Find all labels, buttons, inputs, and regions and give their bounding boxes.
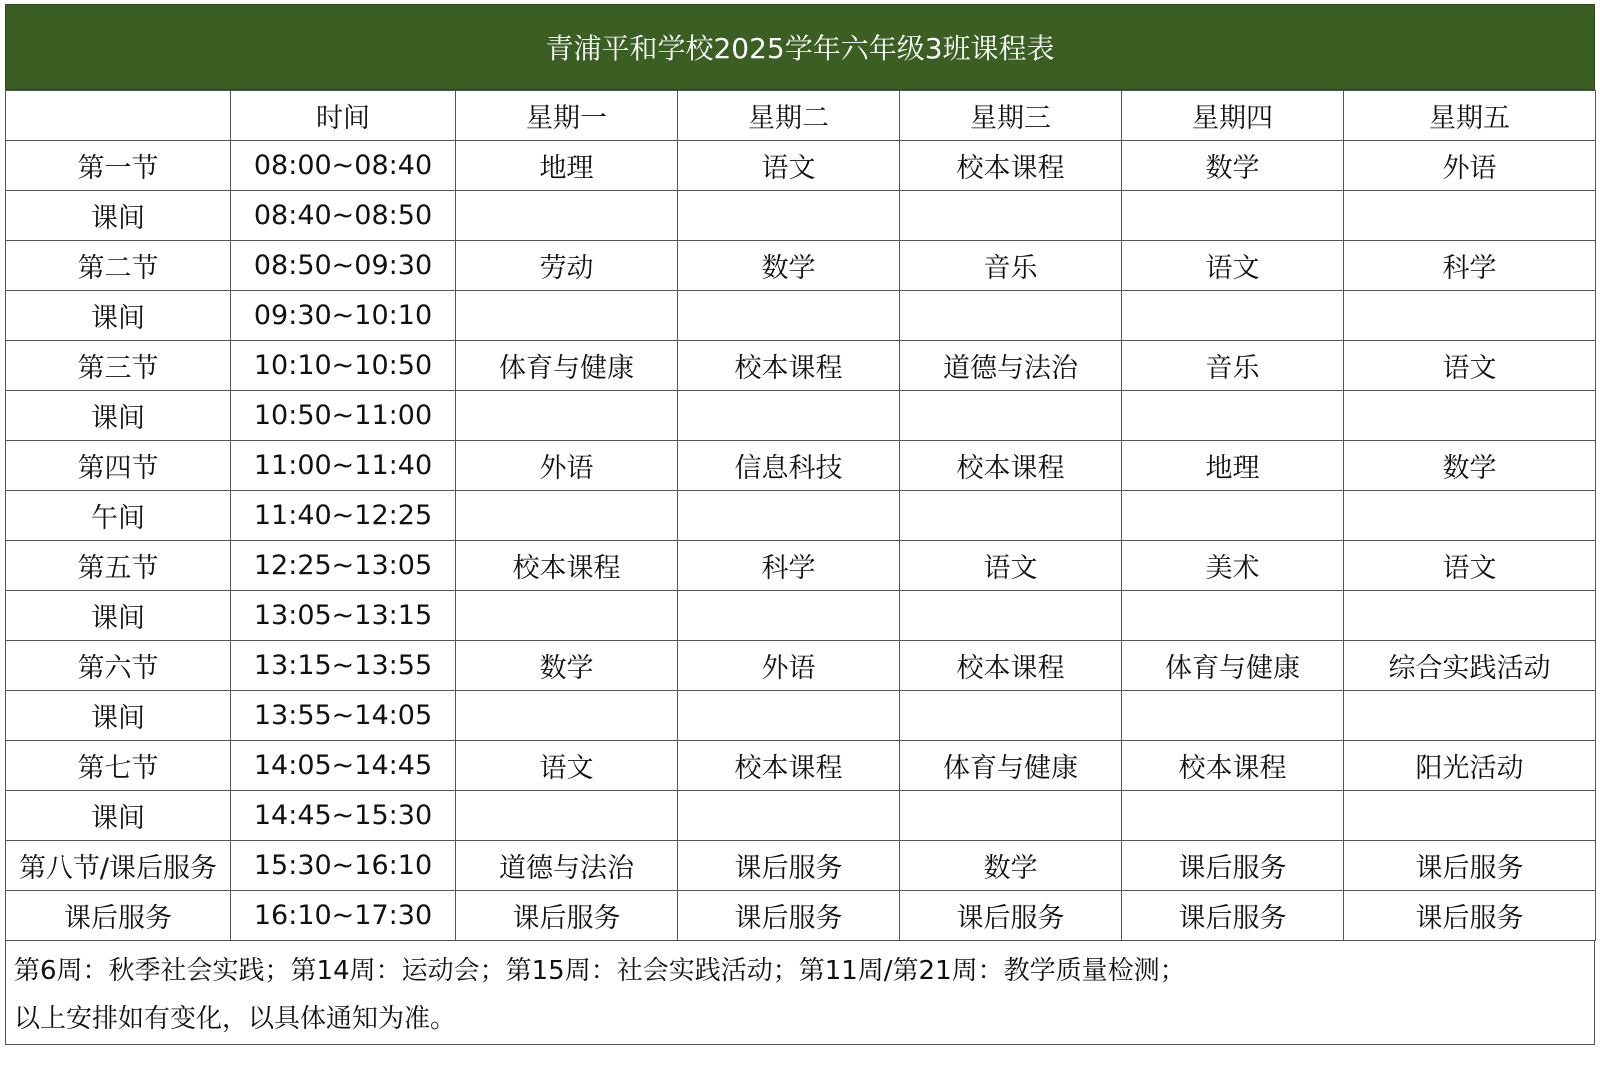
cell-time: 14:45~15:30 <box>231 791 456 841</box>
cell-period: 课间 <box>6 191 231 241</box>
cell-thursday: 数学 <box>1122 141 1344 191</box>
cell-period: 课间 <box>6 591 231 641</box>
cell-tuesday <box>678 391 900 441</box>
cell-thursday: 语文 <box>1122 241 1344 291</box>
cell-monday: 课后服务 <box>456 891 678 941</box>
cell-time: 11:00~11:40 <box>231 441 456 491</box>
cell-friday <box>1344 791 1596 841</box>
cell-time: 08:50~09:30 <box>231 241 456 291</box>
cell-wednesday: 道德与法治 <box>900 341 1122 391</box>
timetable-sheet <box>5 4 1595 1045</box>
cell-monday: 地理 <box>456 141 678 191</box>
cell-time: 15:30~16:10 <box>231 841 456 891</box>
cell-period: 第七节 <box>6 741 231 791</box>
cell-tuesday: 外语 <box>678 641 900 691</box>
timetable-body <box>6 141 1596 941</box>
cell-time: 09:30~10:10 <box>231 291 456 341</box>
cell-tuesday: 语文 <box>678 141 900 191</box>
table-row <box>6 491 1596 541</box>
cell-wednesday <box>900 591 1122 641</box>
cell-period: 第二节 <box>6 241 231 291</box>
cell-tuesday: 科学 <box>678 541 900 591</box>
cell-tuesday <box>678 691 900 741</box>
cell-tuesday: 校本课程 <box>678 341 900 391</box>
cell-period: 第一节 <box>6 141 231 191</box>
cell-time: 08:00~08:40 <box>231 141 456 191</box>
cell-thursday: 课后服务 <box>1122 891 1344 941</box>
cell-monday <box>456 591 678 641</box>
cell-time: 13:15~13:55 <box>231 641 456 691</box>
header-cell-blank <box>6 91 231 141</box>
cell-thursday <box>1122 591 1344 641</box>
cell-friday: 数学 <box>1344 441 1596 491</box>
header-cell-time: 时间 <box>231 91 456 141</box>
table-row <box>6 891 1596 941</box>
cell-thursday: 校本课程 <box>1122 741 1344 791</box>
cell-tuesday: 校本课程 <box>678 741 900 791</box>
cell-period: 午间 <box>6 491 231 541</box>
cell-wednesday <box>900 391 1122 441</box>
cell-period: 课间 <box>6 391 231 441</box>
cell-tuesday: 信息科技 <box>678 441 900 491</box>
table-row <box>6 141 1596 191</box>
cell-time: 13:55~14:05 <box>231 691 456 741</box>
cell-tuesday <box>678 791 900 841</box>
timetable-table <box>5 90 1596 941</box>
cell-monday <box>456 391 678 441</box>
table-row <box>6 441 1596 491</box>
cell-wednesday <box>900 191 1122 241</box>
table-row <box>6 391 1596 441</box>
cell-tuesday <box>678 491 900 541</box>
cell-monday: 数学 <box>456 641 678 691</box>
table-row <box>6 691 1596 741</box>
cell-monday <box>456 291 678 341</box>
cell-wednesday <box>900 491 1122 541</box>
cell-friday <box>1344 291 1596 341</box>
cell-thursday: 课后服务 <box>1122 841 1344 891</box>
cell-friday: 语文 <box>1344 341 1596 391</box>
cell-period: 课后服务 <box>6 891 231 941</box>
cell-time: 16:10~17:30 <box>231 891 456 941</box>
table-row <box>6 341 1596 391</box>
cell-thursday: 体育与健康 <box>1122 641 1344 691</box>
cell-period: 第六节 <box>6 641 231 691</box>
cell-period: 课间 <box>6 291 231 341</box>
table-row <box>6 591 1596 641</box>
cell-tuesday: 课后服务 <box>678 841 900 891</box>
timetable-title: 青浦平和学校2025学年六年级3班课程表 <box>5 4 1595 90</box>
cell-wednesday <box>900 791 1122 841</box>
cell-friday: 外语 <box>1344 141 1596 191</box>
cell-tuesday: 数学 <box>678 241 900 291</box>
cell-time: 08:40~08:50 <box>231 191 456 241</box>
cell-tuesday <box>678 191 900 241</box>
cell-thursday <box>1122 291 1344 341</box>
cell-period: 课间 <box>6 691 231 741</box>
cell-friday <box>1344 691 1596 741</box>
cell-friday <box>1344 191 1596 241</box>
cell-time: 12:25~13:05 <box>231 541 456 591</box>
cell-wednesday: 校本课程 <box>900 641 1122 691</box>
cell-tuesday: 课后服务 <box>678 891 900 941</box>
table-row <box>6 291 1596 341</box>
cell-tuesday <box>678 591 900 641</box>
cell-thursday <box>1122 491 1344 541</box>
cell-wednesday <box>900 291 1122 341</box>
cell-friday <box>1344 391 1596 441</box>
cell-tuesday <box>678 291 900 341</box>
cell-wednesday: 课后服务 <box>900 891 1122 941</box>
header-cell-thursday: 星期四 <box>1122 91 1344 141</box>
cell-friday: 阳光活动 <box>1344 741 1596 791</box>
table-row <box>6 541 1596 591</box>
cell-wednesday: 数学 <box>900 841 1122 891</box>
cell-monday: 道德与法治 <box>456 841 678 891</box>
table-row <box>6 191 1596 241</box>
cell-thursday <box>1122 391 1344 441</box>
cell-friday: 语文 <box>1344 541 1596 591</box>
cell-wednesday: 语文 <box>900 541 1122 591</box>
cell-time: 11:40~12:25 <box>231 491 456 541</box>
cell-wednesday <box>900 691 1122 741</box>
cell-friday <box>1344 491 1596 541</box>
cell-wednesday: 校本课程 <box>900 141 1122 191</box>
notes-section <box>5 941 1595 1045</box>
header-cell-wednesday: 星期三 <box>900 91 1122 141</box>
cell-monday: 劳动 <box>456 241 678 291</box>
table-row <box>6 641 1596 691</box>
cell-thursday: 美术 <box>1122 541 1344 591</box>
cell-period: 第五节 <box>6 541 231 591</box>
cell-monday: 语文 <box>456 741 678 791</box>
cell-friday <box>1344 591 1596 641</box>
cell-wednesday: 体育与健康 <box>900 741 1122 791</box>
table-row <box>6 241 1596 291</box>
cell-monday <box>456 191 678 241</box>
note-line: 以上安排如有变化，以具体通知为准。 <box>14 1004 457 1034</box>
cell-friday: 综合实践活动 <box>1344 641 1596 691</box>
cell-friday: 课后服务 <box>1344 841 1596 891</box>
cell-friday: 科学 <box>1344 241 1596 291</box>
header-row <box>6 91 1596 141</box>
cell-monday: 校本课程 <box>456 541 678 591</box>
cell-monday <box>456 491 678 541</box>
cell-wednesday: 校本课程 <box>900 441 1122 491</box>
cell-period: 第八节/课后服务 <box>6 841 231 891</box>
cell-monday <box>456 691 678 741</box>
cell-thursday: 音乐 <box>1122 341 1344 391</box>
header-cell-friday: 星期五 <box>1344 91 1596 141</box>
cell-thursday <box>1122 191 1344 241</box>
cell-wednesday: 音乐 <box>900 241 1122 291</box>
cell-time: 14:05~14:45 <box>231 741 456 791</box>
header-cell-tuesday: 星期二 <box>678 91 900 141</box>
cell-time: 10:50~11:00 <box>231 391 456 441</box>
cell-monday: 体育与健康 <box>456 341 678 391</box>
note-line: 第6周：秋季社会实践；第14周：运动会；第15周：社会实践活动；第11周/第21周：教学质量检测； <box>14 956 1186 986</box>
header-cell-monday: 星期一 <box>456 91 678 141</box>
cell-time: 13:05~13:15 <box>231 591 456 641</box>
cell-thursday <box>1122 791 1344 841</box>
cell-monday: 外语 <box>456 441 678 491</box>
cell-period: 课间 <box>6 791 231 841</box>
table-row <box>6 741 1596 791</box>
cell-time: 10:10~10:50 <box>231 341 456 391</box>
cell-friday: 课后服务 <box>1344 891 1596 941</box>
cell-thursday: 地理 <box>1122 441 1344 491</box>
cell-period: 第四节 <box>6 441 231 491</box>
cell-monday <box>456 791 678 841</box>
cell-thursday <box>1122 691 1344 741</box>
table-row <box>6 791 1596 841</box>
cell-period: 第三节 <box>6 341 231 391</box>
table-row <box>6 841 1596 891</box>
